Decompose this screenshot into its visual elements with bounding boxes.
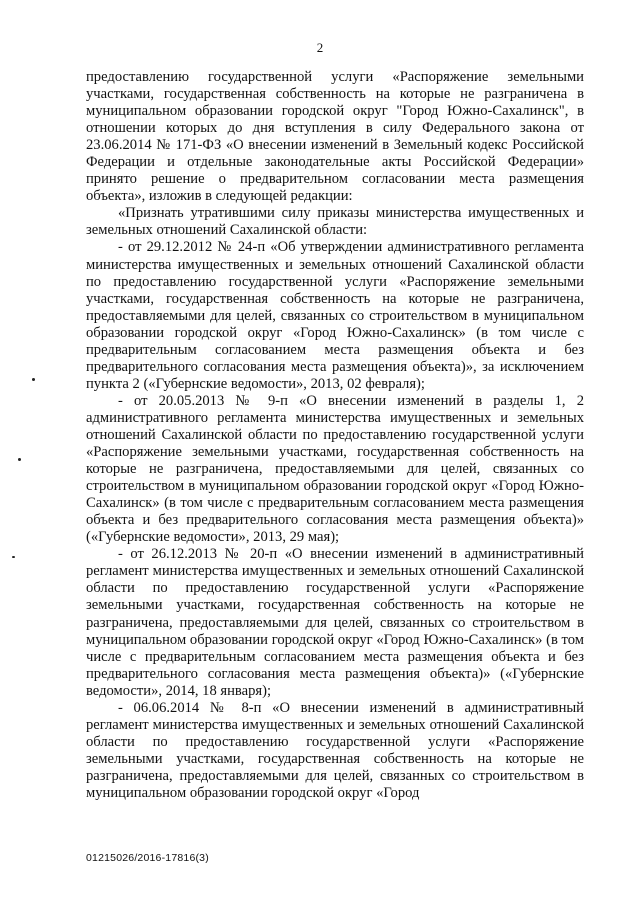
- scan-dot: [18, 458, 21, 461]
- scan-dot: [12, 556, 15, 558]
- document-registration-code: 01215026/2016-17816(3): [86, 852, 209, 864]
- page-number: 2: [316, 40, 324, 55]
- paragraph-orders-heading: «Признать утратившими силу приказы министерства имущественных и земельных отношений Сахалинской области:: [86, 205, 584, 239]
- paragraph-order-8p: - 06.06.2014 № 8-п «О внесении изменений в административный регламент министерства имущественных и земельных отношений Сахалинской области по предоставлению государственной услуги «Распоряжение земельными участками, государственная собственность на которые не разграничена, предоставляемыми для целей, связанных со строительством в муниципальном образовании городской округ «Город: [86, 699, 584, 801]
- paragraph-order-9p: - от 20.05.2013 № 9-п «О внесении изменений в разделы 1, 2 административного регламента министерства имущественных и земельных отношений Сахалинской области по предоставлению государственной услуги «Распоряжение земельными участками, государственная собственность на которые не разграничена, предоставляемыми для целей, связанных со строительством в муниципальном образовании городской округ «Город Южно-Сахалинск» (в том числе с предварительным согласованием места размещения объекта и без предварительного согласования места размещения объекта)» («Губернские ведомости», 2013, 29 мая);: [86, 392, 584, 546]
- paragraph-order-24p: - от 29.12.2012 № 24-п «Об утверждении административного регламента министерства имущественных и земельных отношений Сахалинской области по предоставлению государственной услуги «Распоряжение земельными участками, государственная собственность на которые не разграничена, предоставляемыми для целей, связанных со строительством в муниципальном образовании городской округ «Город Южно-Сахалинск» (в том числе с предварительным согласованием места размещения объекта и без предварительного согласования места размещения объекта)», за исключением пункта 2 («Губернские ведомости», 2013, 02 февраля);: [86, 239, 584, 392]
- scan-dot: [32, 378, 35, 381]
- paragraph-intro: предоставлению государственной услуги «Распоряжение земельными участками, государственная собственность на которые не разграничена в муниципальном образовании городской округ "Город Южно-Сахалинск", в отношении которых до дня вступления в силу Федерального закона от 23.06.2014 № 171-ФЗ «О внесении изменений в Земельный кодекс Российской Федерации и отдельные законодательные акты Российской Федерации» принято решение о предварительном согласовании места размещения объекта», изложив в следующей редакции:: [86, 69, 584, 205]
- paragraph-order-20p: - от 26.12.2013 № 20-п «О внесении изменений в административный регламент министерства имущественных и земельных отношений Сахалинской области по предоставлению государственной услуги «Распоряжение земельными участками, государственная собственность на которые не разграничена, предоставляемыми для целей, связанных со строительством в муниципальном образовании городской округ «Город Южно-Сахалинск» (в том числе с предварительным согласованием места размещения объекта и без предварительного согласования места размещения объекта)» («Губернские ведомости», 2014, 18 января);: [86, 546, 584, 699]
- document-body: [86, 69, 584, 802]
